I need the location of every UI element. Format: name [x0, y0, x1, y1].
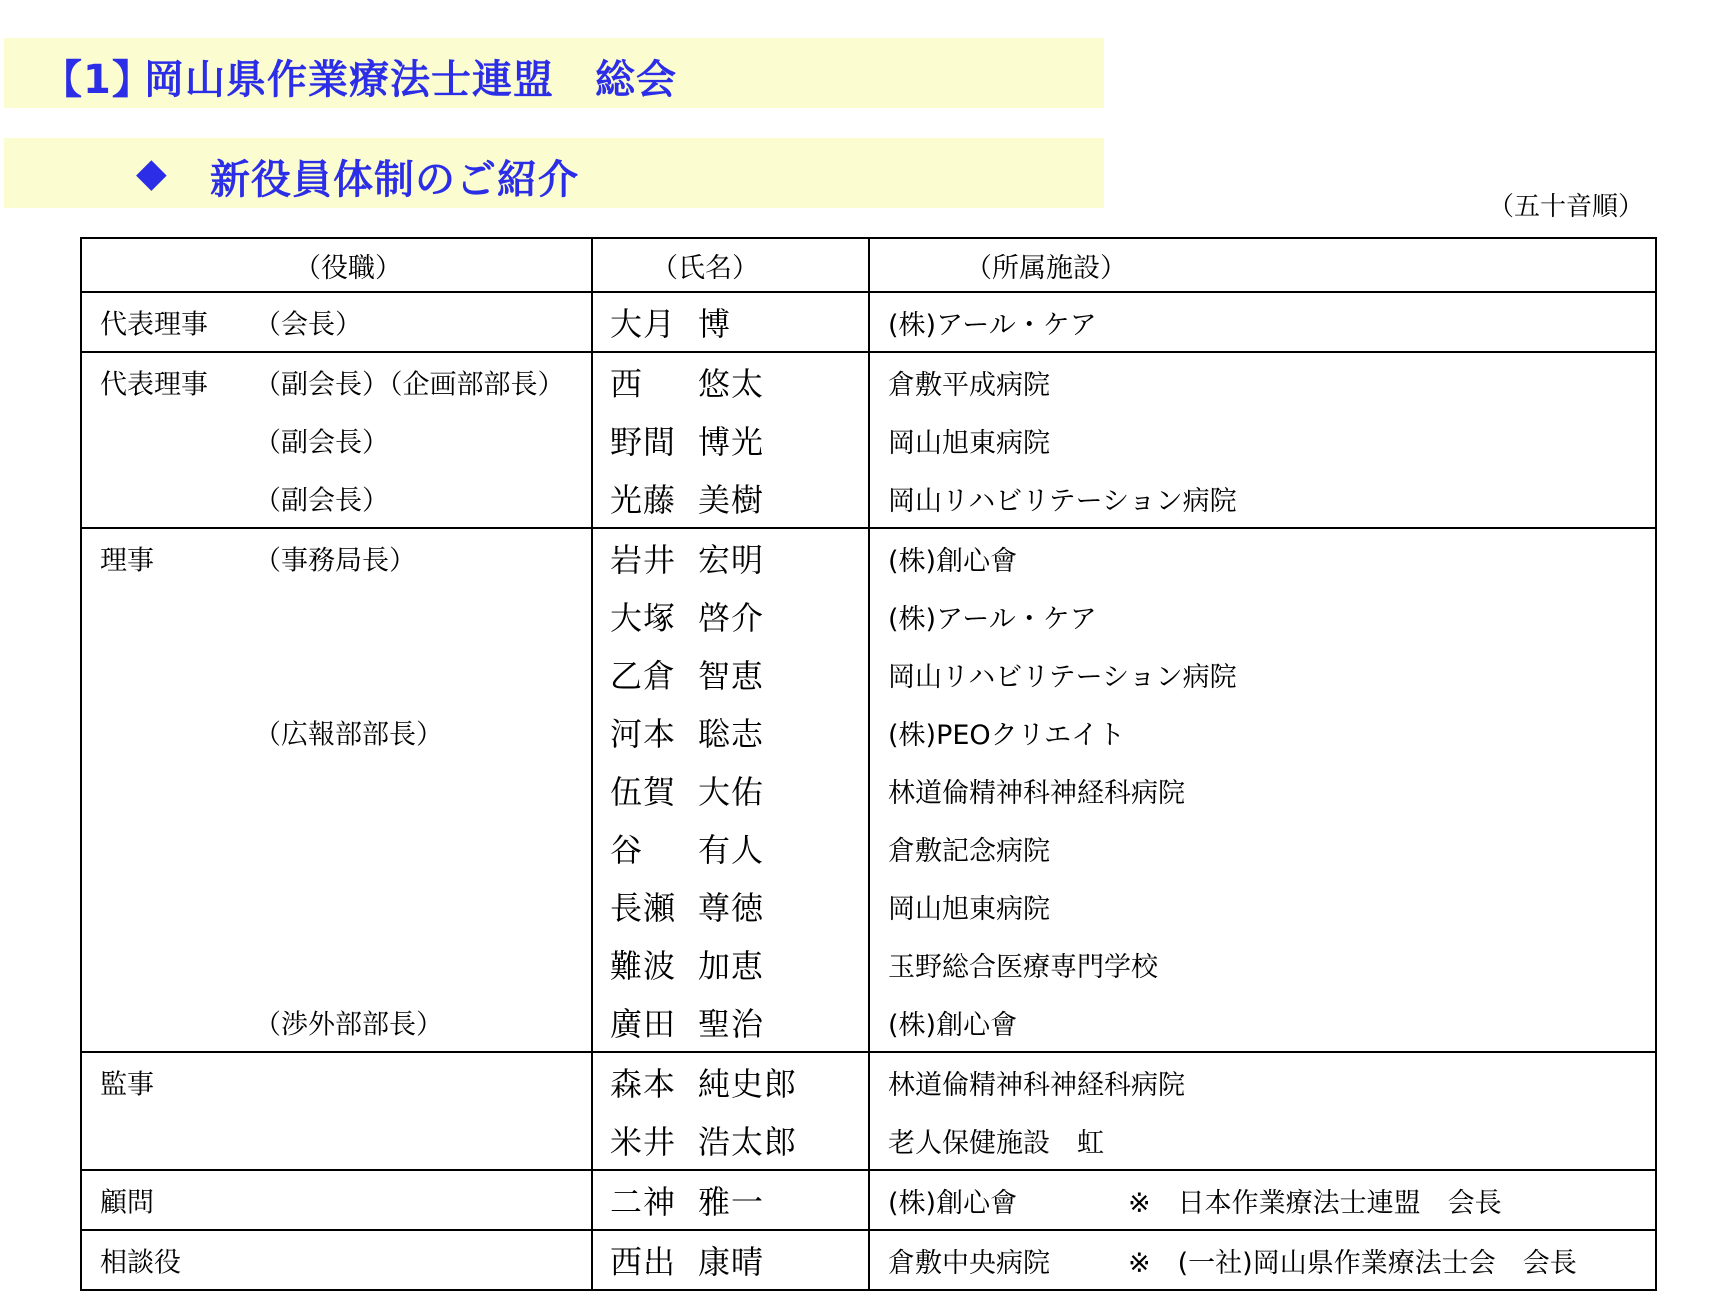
affiliation-cell — [869, 645, 1656, 703]
table-row — [81, 411, 1656, 469]
table-row — [81, 819, 1656, 877]
table-row — [81, 935, 1656, 993]
role-cell — [81, 877, 592, 935]
role-cell — [81, 703, 592, 761]
given-name: 悠太 — [698, 365, 765, 403]
given-name: 宏明 — [698, 541, 765, 579]
surname: 大月 — [610, 305, 677, 343]
given-name: 有人 — [698, 831, 765, 869]
affiliation-cell — [869, 292, 1656, 352]
table-row — [81, 761, 1656, 819]
name-cell — [592, 819, 869, 877]
given-name: 康晴 — [698, 1243, 765, 1281]
rank-label: 顧問 — [100, 1187, 154, 1219]
given-name: 浩太郎 — [698, 1123, 798, 1161]
affiliation-cell — [869, 877, 1656, 935]
section-number: 【1】 — [42, 57, 153, 103]
affiliation-cell — [869, 935, 1656, 993]
table-row — [81, 1230, 1656, 1290]
post-label: （広報部部長） — [254, 719, 443, 751]
role-cell — [81, 587, 592, 645]
affiliation-cell — [869, 819, 1656, 877]
rank-label: 相談役 — [100, 1247, 181, 1279]
table-row — [81, 877, 1656, 935]
surname: 長瀬 — [610, 889, 677, 927]
name-cell — [592, 528, 869, 587]
table-row — [81, 352, 1656, 411]
affiliation: (株)創心會 — [888, 545, 1018, 577]
surname: 河本 — [610, 715, 677, 753]
given-name: 博光 — [698, 423, 765, 461]
rank-label: 代表理事 — [100, 369, 208, 401]
role-cell — [81, 352, 592, 411]
affiliation: (株)創心會 — [888, 1187, 1018, 1219]
surname: 乙倉 — [610, 657, 677, 695]
post-label: （事務局長） — [254, 545, 416, 577]
table-row — [81, 469, 1656, 528]
given-name: 美樹 — [698, 481, 765, 519]
post-label: （渉外部部長） — [254, 1009, 443, 1041]
affiliation-cell — [869, 469, 1656, 528]
affiliation: (株)PEOクリエイト — [888, 719, 1126, 751]
affiliation: 岡山リハビリテーション病院 — [888, 661, 1237, 693]
affiliation: 林道倫精神科神経科病院 — [888, 777, 1185, 809]
surname: 谷 — [610, 831, 644, 869]
role-cell — [81, 645, 592, 703]
role-cell — [81, 528, 592, 587]
table-row — [81, 1111, 1656, 1170]
subtitle-banner — [4, 138, 1104, 208]
affiliation-cell — [869, 761, 1656, 819]
affiliation-note: ※ (一社)岡山県作業療法士会 会長 — [1128, 1247, 1577, 1279]
surname: 光藤 — [610, 481, 677, 519]
surname: 野間 — [610, 423, 677, 461]
rank-label: 理事 — [100, 545, 154, 577]
given-name: 純史郎 — [698, 1065, 798, 1103]
affiliation: (株)アール・ケア — [888, 309, 1097, 341]
table-row — [81, 1170, 1656, 1230]
surname: 二神 — [610, 1183, 677, 1221]
name-cell — [592, 292, 869, 352]
name-cell — [592, 587, 869, 645]
rank-label: 監事 — [100, 1069, 154, 1101]
given-name: 大佑 — [698, 773, 765, 811]
post-label: （副会長） — [254, 485, 389, 517]
affiliation: 岡山リハビリテーション病院 — [888, 485, 1237, 517]
surname: 西出 — [610, 1243, 677, 1281]
name-cell — [592, 1111, 869, 1170]
affiliation-cell — [869, 352, 1656, 411]
table-header-row — [81, 238, 1656, 292]
affiliation: (株)創心會 — [888, 1009, 1018, 1041]
affiliation-cell — [869, 1052, 1656, 1111]
surname: 岩井 — [610, 541, 677, 579]
affiliation-cell — [869, 1230, 1656, 1290]
affiliation: 林道倫精神科神経科病院 — [888, 1069, 1185, 1101]
given-name: 雅一 — [698, 1183, 765, 1221]
given-name: 聖治 — [698, 1005, 765, 1043]
affiliation-cell — [869, 587, 1656, 645]
role-cell — [81, 469, 592, 528]
given-name: 尊徳 — [698, 889, 765, 927]
table-row — [81, 528, 1656, 587]
post-label: （副会長） — [254, 427, 389, 459]
surname: 廣田 — [610, 1005, 677, 1043]
diamond-bullet-icon: ◆ — [136, 150, 168, 196]
affiliation-cell — [869, 1111, 1656, 1170]
name-cell — [592, 703, 869, 761]
affiliation-cell — [869, 528, 1656, 587]
affiliation: 老人保健施設 虹 — [888, 1127, 1104, 1159]
rank-label: 代表理事 — [100, 309, 208, 341]
given-name: 博 — [698, 305, 732, 343]
name-cell — [592, 877, 869, 935]
order-note: （五十音順） — [1488, 192, 1645, 222]
role-cell — [81, 1111, 592, 1170]
affiliation: 倉敷記念病院 — [888, 835, 1050, 867]
section-banner — [4, 38, 1104, 108]
role-cell — [81, 935, 592, 993]
name-cell — [592, 352, 869, 411]
affiliation-cell — [869, 411, 1656, 469]
affiliation: (株)アール・ケア — [888, 603, 1097, 635]
name-cell — [592, 1052, 869, 1111]
name-cell — [592, 993, 869, 1052]
officer-table-body — [81, 292, 1656, 1290]
header-affiliation: （所属施設） — [869, 238, 1656, 292]
name-cell — [592, 411, 869, 469]
surname: 大塚 — [610, 599, 677, 637]
role-cell — [81, 1052, 592, 1111]
role-cell — [81, 761, 592, 819]
name-cell — [592, 1230, 869, 1290]
surname: 西 — [610, 365, 644, 403]
affiliation-note: ※ 日本作業療法士連盟 会長 — [1128, 1187, 1502, 1219]
role-cell — [81, 1230, 592, 1290]
role-cell — [81, 1170, 592, 1230]
header-name: （氏名） — [592, 238, 869, 292]
surname: 伍賀 — [610, 773, 677, 811]
given-name: 啓介 — [698, 599, 765, 637]
role-cell — [81, 993, 592, 1052]
surname: 米井 — [610, 1123, 677, 1161]
name-cell — [592, 761, 869, 819]
table-row — [81, 645, 1656, 703]
role-cell — [81, 819, 592, 877]
affiliation-cell — [869, 993, 1656, 1052]
affiliation: 岡山旭東病院 — [888, 427, 1050, 459]
post-label: （会長） — [254, 309, 362, 341]
table-row — [81, 703, 1656, 761]
header-role: （役職） — [81, 238, 592, 292]
affiliation: 玉野総合医療専門学校 — [888, 951, 1158, 983]
post-label: （副会長）（企画部部長） — [254, 369, 565, 401]
role-cell — [81, 292, 592, 352]
table-row — [81, 587, 1656, 645]
role-cell — [81, 411, 592, 469]
name-cell — [592, 469, 869, 528]
affiliation: 倉敷中央病院 — [888, 1247, 1050, 1279]
name-cell — [592, 935, 869, 993]
given-name: 智恵 — [698, 657, 765, 695]
table-row — [81, 1052, 1656, 1111]
name-cell — [592, 645, 869, 703]
officer-table — [80, 237, 1657, 1291]
name-cell — [592, 1170, 869, 1230]
table-row — [81, 292, 1656, 352]
given-name: 加恵 — [698, 947, 765, 985]
surname: 難波 — [610, 947, 677, 985]
affiliation-cell — [869, 703, 1656, 761]
section-title: 岡山県作業療法士連盟 総会 — [144, 57, 677, 103]
table-row — [81, 993, 1656, 1052]
subtitle: 新役員体制のご紹介 — [210, 157, 579, 203]
affiliation: 倉敷平成病院 — [888, 369, 1050, 401]
given-name: 聡志 — [698, 715, 765, 753]
affiliation: 岡山旭東病院 — [888, 893, 1050, 925]
surname: 森本 — [610, 1065, 677, 1103]
affiliation-cell — [869, 1170, 1656, 1230]
